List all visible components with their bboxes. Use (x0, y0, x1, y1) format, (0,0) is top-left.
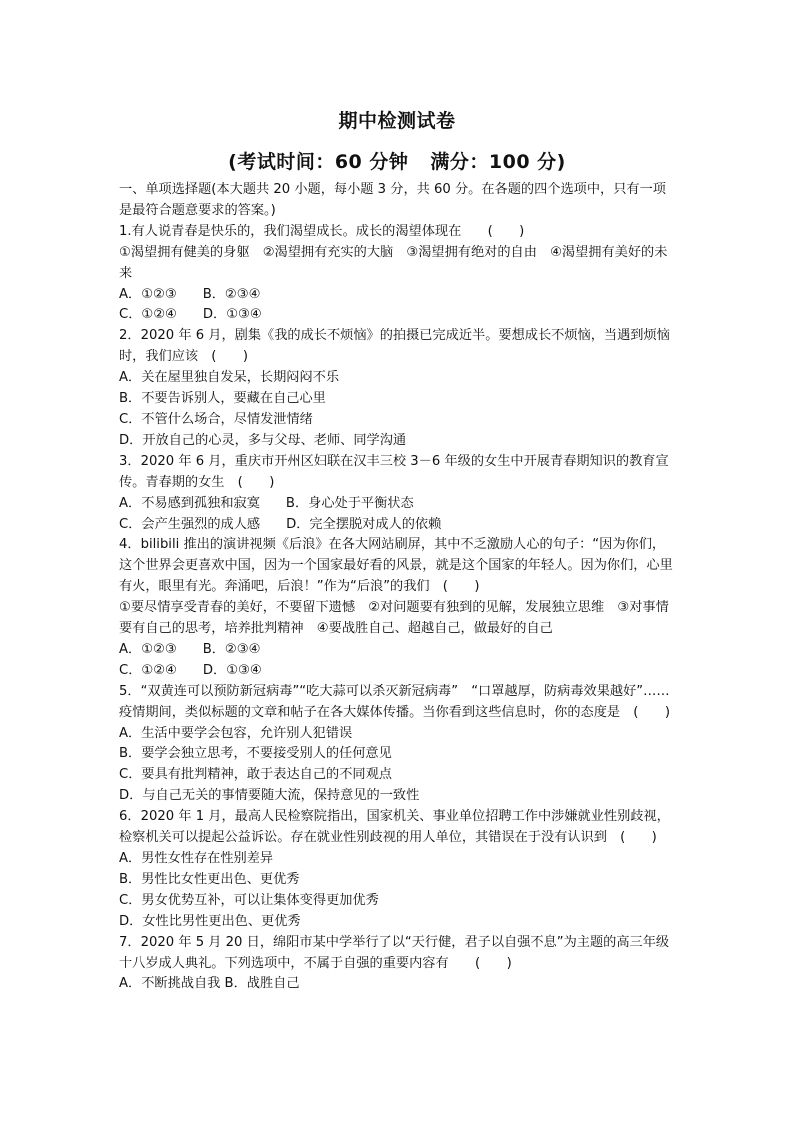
question-1-statements: ①渴望拥有健美的身躯 ②渴望拥有充实的大脑 ③渴望拥有绝对的自由 ④渴望拥有美好的未来 (119, 244, 668, 281)
option-b: B．身心处于平衡状态 (285, 495, 414, 511)
option-b: B．男性比女性更出色、更优秀 (119, 871, 300, 887)
section-header: 一、单项选择题(本大题共 20 小题，每小题 3 分，共 60 分。在各题的四个选项中，只有一项是最符合题意要求的答案。) (119, 182, 666, 218)
option-b: B．战胜自己 (224, 976, 300, 992)
full-score: 满分：100 分) (430, 151, 566, 173)
option-a: A．生活中要学会包容，允许别人犯错误 (119, 725, 353, 741)
question-7-stem: 7．2020 年 5 月 20 日，绵阳市某中学举行了以“天行健，君子以自强不息”为主题的高三年级十八岁成人典礼。下列选项中，不属于自强的重要内容有 ( ) (119, 934, 670, 971)
option-a: A．①②③ (119, 641, 177, 657)
option-b: B．②③④ (202, 286, 261, 302)
exam-content (119, 180, 677, 995)
option-c: C．男女优势互补，可以让集体变得更加优秀 (119, 892, 379, 908)
question-3-options-row-1 (119, 494, 677, 515)
option-c: C．要具有批判精神，敢于表达自己的不同观点 (119, 767, 392, 783)
option-c: C．不管什么场合，尽情发泄情绪 (119, 411, 313, 427)
question-4-options-row-1 (119, 640, 677, 661)
option-d: D．女性比男性更出色、更优秀 (119, 913, 301, 929)
option-b: B．②③④ (202, 641, 261, 657)
option-c: C．①②④ (119, 662, 177, 678)
option-a: A．不易感到孤独和寂寞 (119, 495, 260, 511)
question-3-stem: 3．2020 年 6 月，重庆市开州区妇联在汉丰三校 3－6 年级的女生中开展青春期知识的教育宣传。青春期的女生 ( ) (119, 453, 669, 490)
question-2-stem: 2．2020 年 6 月，剧集《我的成长不烦恼》的拍摄已完成近半。要想成长不烦恼，当遇到烦恼时，我们应该 ( ) (119, 328, 670, 365)
option-a: A．关在屋里独自发呆，长期闷闷不乐 (119, 370, 340, 386)
question-7-options-row-1 (119, 974, 677, 995)
option-c: C．①②④ (119, 307, 177, 323)
question-4-statements: ①要尽情享受青春的美好，不要留下遗憾 ②对问题要有独到的见解，发展独立思维 ③对事情要有自己的思考，培养批判精神 ④要战胜自己、超越自己，做最好的自己 (119, 600, 669, 637)
exam-info (0, 147, 794, 174)
option-a: A．不断挑战自我 (119, 976, 221, 992)
option-c: C．会产生强烈的成人感 (119, 516, 261, 532)
question-3-options-row-2 (119, 515, 677, 536)
option-b: B．不要告诉别人，要藏在自己心里 (119, 391, 326, 407)
option-d: D．①③④ (202, 662, 262, 678)
question-4-options-row-2 (119, 661, 677, 682)
page-title: 期中检测试卷 (338, 110, 456, 132)
question-4-stem: 4．bilibili 推出的演讲视频《后浪》在各大网站刷屏，其中不乏激励人心的句子：“因为你们，这个世界会更喜欢中国，因为一个国家最好看的风景，就是这个国家的年轻人。因为你们，心里有火，眼里有光。奔涌吧，后浪！”作为“后浪”的我们 ( ) (119, 537, 673, 595)
option-b: B．要学会独立思考，不要接受别人的任何意见 (119, 746, 392, 762)
question-1-stem: 1.有人说青春是快乐的，我们渴望成长。成长的渴望体现在 ( ) (119, 223, 525, 239)
question-6-stem: 6．2020 年 1 月，最高人民检察院指出，国家机关、事业单位招聘工作中涉嫌就业性别歧视，检察机关可以提起公益诉讼。存在就业性别歧视的用人单位，其错误在于没有认识到 ( ) (119, 809, 670, 846)
option-d: D．与自己无关的事情要随大流，保持意见的一致性 (119, 788, 420, 804)
exam-time: (考试时间：60 分钟 (228, 151, 409, 173)
option-a: A．男性女性存在性别差异 (119, 851, 274, 866)
option-d: D．①③④ (202, 307, 262, 323)
question-1-options-row-1 (119, 285, 677, 306)
option-a: A．①②③ (119, 286, 177, 302)
option-d: D．完全摆脱对成人的依赖 (286, 516, 442, 532)
question-1-options-row-2 (119, 305, 677, 326)
question-5-stem: 5．“双黄连可以预防新冠病毒”“吃大蒜可以杀灭新冠病毒” “口罩越厚，防病毒效果越好”……疫情期间，类似标题的文章和帖子在各大媒体传播。当你看到这些信息时，你的态度是 ( ) (119, 683, 670, 720)
option-d: D．开放自己的心灵，多与父母、老师、同学沟通 (119, 432, 407, 448)
